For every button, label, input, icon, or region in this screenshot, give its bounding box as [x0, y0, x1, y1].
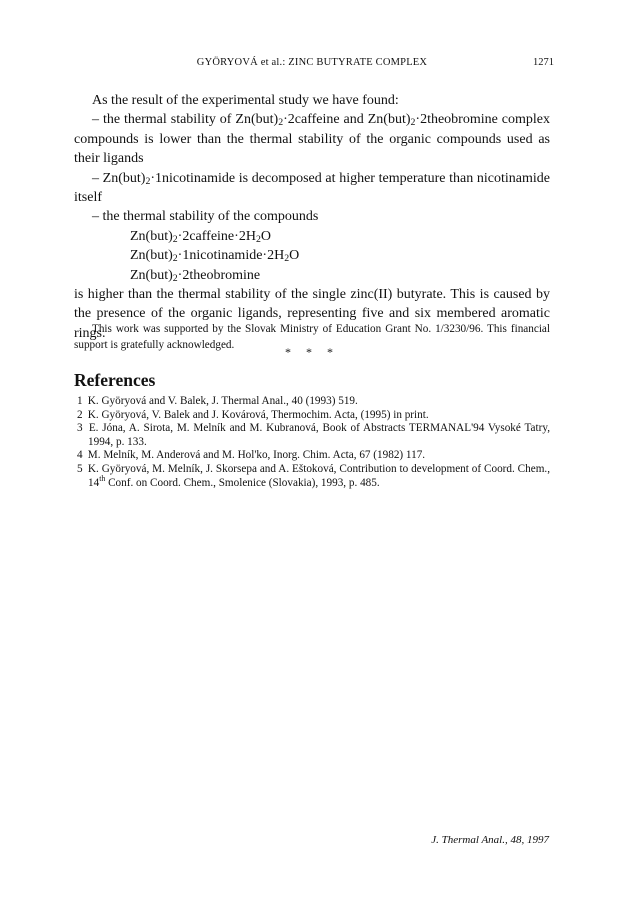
formula-caffeine: $Zn(but)_2\cdot 2caffeine\cdot 2H_2O$ — [130, 228, 271, 245]
intro-paragraph: As the result of the experimental study we have found: — [92, 93, 399, 108]
reference-item: 3 E. Jóna, A. Sirota, M. Melník and M. Kubranová, Book of Abstracts TERMANAL'94 Vysoké Tatry, 1994, p. 133. — [77, 422, 550, 448]
finding-2: – $Zn(but)_2\cdot 1nicotinamide$ is decomposed at higher temperature than nicotinamide itself — [74, 170, 550, 206]
reference-item: 1 K. Györyová and V. Balek, J. Thermal Anal., 40 (1993) 519. — [77, 395, 358, 407]
finding-3: – the thermal stability of the compounds — [92, 209, 319, 225]
page-header — [0, 57, 624, 71]
journal-footer: J. Thermal Anal., 48, 1997 — [431, 834, 549, 846]
reference-item: 4 M. Melník, M. Anderová and M. Hol'ko, Inorg. Chim. Acta, 67 (1982) 117. — [77, 449, 426, 462]
acknowledgement: This work was supported by the Slovak Ministry of Education Grant No. 1/3230/96. This financial support is gratefully acknowledged. — [74, 323, 550, 351]
reference-list — [74, 395, 550, 490]
formula-theobromine: $Zn(but)_2\cdot 2theobromine$ — [130, 267, 261, 284]
running-head: GYÖRYOVÁ et al.: ZINC BUTYRATE COMPLEX — [196, 57, 428, 68]
conclusion-paragraph: is higher than the thermal stability of the single zinc(II) butyrate. This is caused by the presence of the organic ligands, representing five and six membered aromatic rings. — [74, 287, 550, 341]
references-heading: References — [74, 370, 156, 390]
finding-1: – the thermal stability of $Zn(but)_2\cdot 2caffeine$ and $Zn(but)_2\cdot 2theobromine$ complex compounds is lower than the thermal stability of the organic compounds used as their ligands — [74, 112, 551, 167]
reference-item: 2 K. Györyová, V. Balek and J. Kovárová, Thermochim. Acta, (1995) in print. — [77, 408, 429, 421]
reference-item: 5 K. Györyová, M. Melník, J. Skorsepa and A. Eštoková, Contribution to development of Coord. Chem., 14th Conf. on Coord. Chem., Smolenice (Slovakia), 1993, p. 485. — [77, 462, 551, 489]
section-separator: * * * — [285, 345, 339, 360]
formula-nicotinamide: $Zn(but)_2\cdot 1nicotinamide\cdot 2H_2O$ — [130, 248, 300, 265]
page-number: 1271 — [533, 57, 554, 68]
